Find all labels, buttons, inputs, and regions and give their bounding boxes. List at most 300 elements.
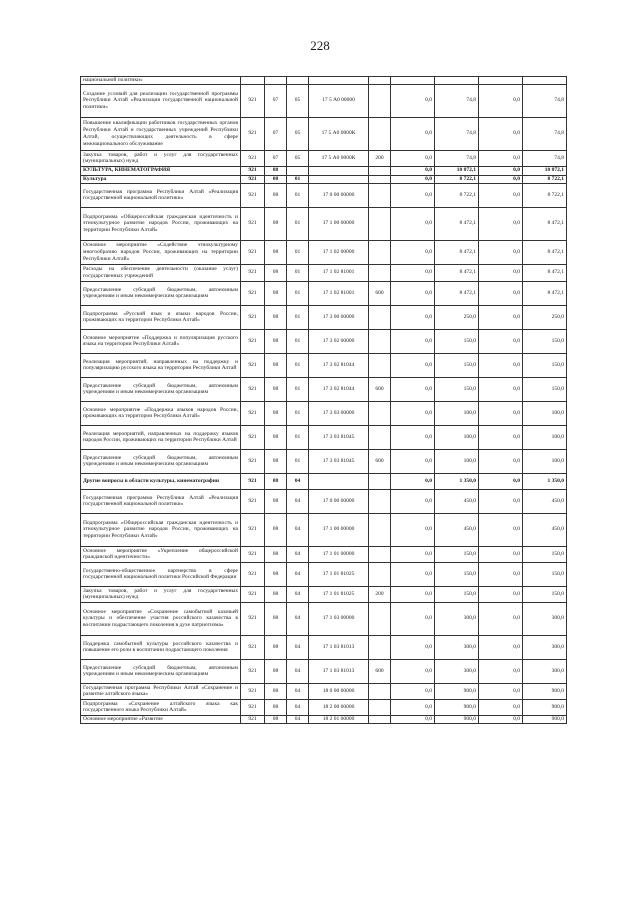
row-name-cell: Подпрограмма «Общероссийская гражданская идентичность и этнокультурное развитие народов России, проживающих на территории Республики Алтай» [81,513,241,546]
sum-cell-3: 0,0 [479,473,523,489]
target-article-cell: 17 1 00 00000 [309,513,369,546]
row-name-cell: Культура [81,175,241,183]
glava-cell: 921 [241,207,265,240]
target-article-cell: 17 3 03 81045 [309,425,369,449]
sum-cell-1: 0,0 [391,473,435,489]
glava-cell: 921 [241,425,265,449]
sum-cell-3: 0,0 [479,117,523,150]
expense-type-cell [369,602,391,635]
row-name-cell: Создание условий для реализации государственной программы Республики Алтай «Реализация государственной национальной политики» [81,84,241,117]
subsection-cell: 04 [287,562,309,586]
expense-type-cell [369,264,391,281]
table-row [81,329,567,353]
table-row [81,683,567,699]
row-name-cell: Государственная программа Республики Алтай «Сохранение и развитие алтайского языка» [81,683,241,699]
sum-cell-1: 0,0 [391,513,435,546]
expense-type-cell: 600 [369,659,391,683]
expense-type-cell [369,117,391,150]
sum-cell-1 [391,77,435,85]
glava-cell: 921 [241,602,265,635]
expense-type-cell [369,546,391,562]
glava-cell: 921 [241,264,265,281]
subsection-cell: 01 [287,264,309,281]
expense-type-cell: 600 [369,449,391,473]
sum-cell-4: 74,8 [523,84,567,117]
glava-cell: 921 [241,84,265,117]
sum-cell-2: 150,0 [435,562,479,586]
glava-cell: 921 [241,150,265,166]
sum-cell-2: 450,0 [435,513,479,546]
sum-cell-3: 0,0 [479,683,523,699]
target-article-cell [309,473,369,489]
subsection-cell: 04 [287,489,309,513]
glava-cell: 921 [241,240,265,264]
table-row [81,659,567,683]
expense-type-cell [369,473,391,489]
section-cell: 08 [265,489,287,513]
section-cell: 08 [265,377,287,401]
glava-cell: 921 [241,562,265,586]
table-row [81,715,567,723]
sum-cell-3: 0,0 [479,546,523,562]
sum-cell-1: 0,0 [391,586,435,602]
sum-cell-3: 0,0 [479,659,523,683]
sum-cell-4: 100,0 [523,449,567,473]
sum-cell-4: 10 072,1 [523,166,567,175]
sum-cell-3: 0,0 [479,175,523,183]
sum-cell-1: 0,0 [391,489,435,513]
subsection-cell: 04 [287,683,309,699]
table-row [81,207,567,240]
glava-cell: 921 [241,117,265,150]
sum-cell-1: 0,0 [391,699,435,715]
expense-type-cell: 200 [369,586,391,602]
row-name-cell: Предоставление субсидий бюджетным, автономным учреждениям и иным некоммерческим организациям [81,449,241,473]
expense-type-cell [369,562,391,586]
subsection-cell: 01 [287,425,309,449]
target-article-cell: 17 1 02 81001 [309,281,369,305]
target-article-cell: 17 1 01 81025 [309,562,369,586]
expense-type-cell [369,166,391,175]
sum-cell-1: 0,0 [391,281,435,305]
sum-cell-1: 0,0 [391,425,435,449]
sum-cell-4: 900,0 [523,699,567,715]
glava-cell: 921 [241,513,265,546]
sum-cell-3: 0,0 [479,449,523,473]
sum-cell-4: 150,0 [523,329,567,353]
sum-cell-3: 0,0 [479,562,523,586]
subsection-cell: 05 [287,150,309,166]
subsection-cell: 04 [287,659,309,683]
expense-type-cell [369,175,391,183]
sum-cell-1: 0,0 [391,84,435,117]
row-name-cell: КУЛЬТУРА, КИНЕМАТОГРАФИЯ [81,166,241,175]
row-name-cell: Основное мероприятие «Сохранение самобытной казачьей культуры и обеспечение участия российского казачества в воспитании подрастающего поколения в духе патриотизма» [81,602,241,635]
section-cell: 07 [265,117,287,150]
target-article-cell: 17 1 01 81025 [309,586,369,602]
row-name-cell: Государственная программа Республики Алтай «Реализация государственной национальной политики» [81,489,241,513]
subsection-cell: 01 [287,281,309,305]
row-name-cell: Подпрограмма «Общероссийская гражданская идентичность и этнокультурное развитие народов России, проживающих на территории Республики Алтай» [81,207,241,240]
sum-cell-4: 450,0 [523,489,567,513]
section-cell: 08 [265,546,287,562]
glava-cell: 921 [241,401,265,425]
sum-cell-2: 300,0 [435,635,479,659]
sum-cell-2: 900,0 [435,699,479,715]
target-article-cell: 17 3 00 00000 [309,305,369,329]
sum-cell-4: 150,0 [523,586,567,602]
table-row [81,117,567,150]
section-cell: 08 [265,699,287,715]
subsection-cell [287,166,309,175]
sum-cell-3: 0,0 [479,425,523,449]
table-row [81,77,567,85]
sum-cell-4: 74,8 [523,150,567,166]
target-article-cell: 17 1 02 00000 [309,240,369,264]
target-article-cell: 17 1 02 81001 [309,264,369,281]
expense-type-cell [369,513,391,546]
table-row [81,264,567,281]
sum-cell-4: 8 472,1 [523,281,567,305]
sum-cell-3: 0,0 [479,635,523,659]
target-article-cell: 17 3 02 81044 [309,353,369,377]
row-name-cell: Основное мероприятие «Развитие [81,715,241,723]
sum-cell-4: 300,0 [523,659,567,683]
expense-type-cell [369,353,391,377]
target-article-cell: 17 5 А0 0000К [309,117,369,150]
expense-type-cell [369,329,391,353]
target-article-cell [309,166,369,175]
table-row [81,166,567,175]
expense-type-cell [369,84,391,117]
sum-cell-3: 0,0 [479,183,523,207]
glava-cell: 921 [241,699,265,715]
table-row [81,401,567,425]
sum-cell-2: 150,0 [435,377,479,401]
sum-cell-4: 74,8 [523,117,567,150]
table-row [81,699,567,715]
target-article-cell: 17 0 00 00000 [309,183,369,207]
sum-cell-4: 8 472,1 [523,264,567,281]
target-article-cell: 17 1 01 00000 [309,546,369,562]
glava-cell: 921 [241,166,265,175]
expense-type-cell [369,77,391,85]
sum-cell-4: 100,0 [523,401,567,425]
row-name-cell: Реализация мероприятий, направленных на поддержку языков народов России, проживающих на территории Республики Алтай [81,425,241,449]
glava-cell: 921 [241,183,265,207]
table-row [81,473,567,489]
sum-cell-1: 0,0 [391,659,435,683]
sum-cell-3: 0,0 [479,84,523,117]
sum-cell-4: 300,0 [523,635,567,659]
glava-cell: 921 [241,329,265,353]
subsection-cell: 01 [287,175,309,183]
subsection-cell [287,77,309,85]
row-name-cell: Реализация мероприятий, направленных на поддержку и популяризацию русского языка на территории Республики Алтай [81,353,241,377]
glava-cell: 921 [241,377,265,401]
section-cell: 08 [265,513,287,546]
sum-cell-2: 74,8 [435,84,479,117]
table-row [81,353,567,377]
section-cell: 08 [265,281,287,305]
sum-cell-1: 0,0 [391,377,435,401]
sum-cell-1: 0,0 [391,683,435,699]
sum-cell-1: 0,0 [391,175,435,183]
target-article-cell: 18 0 00 00000 [309,683,369,699]
section-cell: 08 [265,166,287,175]
subsection-cell: 04 [287,513,309,546]
sum-cell-2: 8 722,1 [435,183,479,207]
sum-cell-1: 0,0 [391,329,435,353]
row-name-cell: Предоставление субсидий бюджетным, автономным учреждениям и иным некоммерческим организациям [81,377,241,401]
target-article-cell: 18 2 00 00000 [309,699,369,715]
sum-cell-3: 0,0 [479,586,523,602]
sum-cell-2: 150,0 [435,353,479,377]
section-cell: 08 [265,425,287,449]
sum-cell-2 [435,77,479,85]
sum-cell-3: 0,0 [479,377,523,401]
glava-cell: 921 [241,175,265,183]
sum-cell-3: 0,0 [479,207,523,240]
sum-cell-2: 8 472,1 [435,207,479,240]
sum-cell-2: 900,0 [435,715,479,723]
subsection-cell: 04 [287,586,309,602]
row-name-cell: Закупка товаров, работ и услуг для государственных (муниципальных) нужд [81,586,241,602]
sum-cell-3: 0,0 [479,281,523,305]
sum-cell-2: 300,0 [435,602,479,635]
sum-cell-1: 0,0 [391,264,435,281]
expense-type-cell [369,635,391,659]
row-name-cell: Закупка товаров, работ и услуг для государственных (муниципальных) нужд [81,150,241,166]
sum-cell-4: 8 472,1 [523,240,567,264]
sum-cell-3: 0,0 [479,240,523,264]
section-cell: 08 [265,715,287,723]
expense-type-cell [369,207,391,240]
row-name-cell: Государственная программа Республики Алтай «Реализация государственной национальной политики» [81,183,241,207]
row-name-cell: Предоставление субсидий бюджетным, автономным учреждениям и иным некоммерческим организациям [81,281,241,305]
expense-type-cell [369,305,391,329]
sum-cell-3: 0,0 [479,329,523,353]
expense-type-cell [369,183,391,207]
sum-cell-4 [523,77,567,85]
section-cell: 08 [265,240,287,264]
sum-cell-2: 100,0 [435,425,479,449]
table-row [81,175,567,183]
sum-cell-2: 10 072,1 [435,166,479,175]
subsection-cell: 05 [287,84,309,117]
sum-cell-1: 0,0 [391,166,435,175]
expense-type-cell [369,240,391,264]
sum-cell-2: 1 350,0 [435,473,479,489]
expense-type-cell: 600 [369,281,391,305]
sum-cell-3: 0,0 [479,699,523,715]
glava-cell: 921 [241,449,265,473]
sum-cell-1: 0,0 [391,715,435,723]
sum-cell-2: 100,0 [435,449,479,473]
sum-cell-3: 0,0 [479,602,523,635]
glava-cell: 921 [241,715,265,723]
expense-type-cell [369,699,391,715]
section-cell: 08 [265,586,287,602]
subsection-cell: 04 [287,715,309,723]
sum-cell-1: 0,0 [391,240,435,264]
sum-cell-1: 0,0 [391,562,435,586]
row-name-cell: Расходы на обеспечение деятельности (оказание услуг) государственных учреждений [81,264,241,281]
target-article-cell: 17 5 А0 00000 [309,84,369,117]
section-cell: 08 [265,175,287,183]
target-article-cell: 17 3 03 81045 [309,449,369,473]
sum-cell-4: 450,0 [523,513,567,546]
sum-cell-1: 0,0 [391,449,435,473]
glava-cell: 921 [241,683,265,699]
sum-cell-2: 8 722,1 [435,175,479,183]
row-name-cell: Предоставление субсидий бюджетным, автономным учреждениям и иным некоммерческим организациям [81,659,241,683]
sum-cell-2: 74,8 [435,150,479,166]
row-name-cell: Другие вопросы в области культуры, кинематографии [81,473,241,489]
row-name-cell: Подпрограмма «Русский язык и языки народов России, проживающих на территории Республики Алтай» [81,305,241,329]
sum-cell-3: 0,0 [479,715,523,723]
glava-cell: 921 [241,489,265,513]
sum-cell-2: 150,0 [435,546,479,562]
sum-cell-4: 8 722,1 [523,175,567,183]
subsection-cell: 01 [287,183,309,207]
glava-cell: 921 [241,281,265,305]
table-row [81,635,567,659]
target-article-cell: 17 1 03 00000 [309,602,369,635]
subsection-cell: 04 [287,473,309,489]
sum-cell-1: 0,0 [391,150,435,166]
sum-cell-3: 0,0 [479,513,523,546]
target-article-cell: 17 0 00 00000 [309,489,369,513]
sum-cell-2: 250,0 [435,305,479,329]
row-name-cell: Подпрограмма «Сохранение алтайского языка как государственного языка Республики Алтай» [81,699,241,715]
sum-cell-3: 0,0 [479,489,523,513]
subsection-cell: 01 [287,353,309,377]
sum-cell-3: 0,0 [479,305,523,329]
sum-cell-3: 0,0 [479,264,523,281]
sum-cell-4: 150,0 [523,562,567,586]
expense-type-cell [369,489,391,513]
table-row [81,377,567,401]
table-row [81,602,567,635]
target-article-cell: 17 5 А0 0000К [309,150,369,166]
sum-cell-1: 0,0 [391,602,435,635]
table-row [81,305,567,329]
sum-cell-2: 8 472,1 [435,264,479,281]
section-cell: 08 [265,264,287,281]
section-cell: 08 [265,353,287,377]
table-row [81,562,567,586]
row-name-cell: Основное мероприятие «Содействие этнокультурному многообразию народов России, проживающих на территории Республики Алтай» [81,240,241,264]
table-row [81,586,567,602]
glava-cell: 921 [241,546,265,562]
sum-cell-4: 150,0 [523,377,567,401]
sum-cell-1: 0,0 [391,117,435,150]
glava-cell: 921 [241,635,265,659]
subsection-cell: 05 [287,117,309,150]
subsection-cell: 01 [287,207,309,240]
sum-cell-4: 8 722,1 [523,183,567,207]
sum-cell-2: 8 472,1 [435,240,479,264]
subsection-cell: 01 [287,401,309,425]
table-body [81,77,567,724]
sum-cell-4: 1 350,0 [523,473,567,489]
page-number: 228 [310,38,330,53]
row-name-cell: Повышение квалификации работников государственных органов Республики Алтай и государственных учреждений Республики Алтай, осуществляющих деятельность в сфере межнационального обслуживание [81,117,241,150]
sum-cell-3 [479,77,523,85]
subsection-cell: 04 [287,602,309,635]
table-row [81,183,567,207]
expense-type-cell: 200 [369,150,391,166]
row-name-cell: Основное мероприятие «Поддержка языков народов России, проживающих на территории Республики Алтай» [81,401,241,425]
table-row [81,84,567,117]
sum-cell-1: 0,0 [391,207,435,240]
sum-cell-2: 900,0 [435,683,479,699]
glava-cell: 921 [241,353,265,377]
section-cell: 08 [265,449,287,473]
table-row [81,240,567,264]
subsection-cell: 04 [287,546,309,562]
target-article-cell [309,175,369,183]
glava-cell: 921 [241,305,265,329]
subsection-cell: 01 [287,305,309,329]
glava-cell: 921 [241,659,265,683]
sum-cell-2: 150,0 [435,329,479,353]
subsection-cell: 04 [287,635,309,659]
table-row [81,281,567,305]
target-article-cell: 17 1 03 81013 [309,659,369,683]
sum-cell-1: 0,0 [391,305,435,329]
subsection-cell: 01 [287,329,309,353]
section-cell [265,77,287,85]
table-row [81,425,567,449]
subsection-cell: 04 [287,699,309,715]
expense-type-cell [369,425,391,449]
sum-cell-2: 300,0 [435,659,479,683]
row-name-cell: Поддержка самобытной культуры российского казачества и повышение его роли в воспитании подрастающего поколения [81,635,241,659]
sum-cell-3: 0,0 [479,150,523,166]
sum-cell-2: 450,0 [435,489,479,513]
sum-cell-3: 0,0 [479,166,523,175]
table-row [81,150,567,166]
target-article-cell: 17 3 02 81044 [309,377,369,401]
section-cell: 08 [265,473,287,489]
section-cell: 08 [265,329,287,353]
expense-type-cell [369,715,391,723]
section-cell: 07 [265,84,287,117]
glava-cell: 921 [241,586,265,602]
section-cell: 08 [265,305,287,329]
expense-type-cell: 600 [369,377,391,401]
glava-cell: 921 [241,473,265,489]
sum-cell-1: 0,0 [391,401,435,425]
row-name-cell: Основное мероприятие «Поддержка и популяризация русского языка на территории Республики Алтай» [81,329,241,353]
table-row [81,489,567,513]
sum-cell-4: 8 472,1 [523,207,567,240]
table-row [81,449,567,473]
table-row [81,546,567,562]
expense-type-cell [369,683,391,699]
sum-cell-4: 100,0 [523,425,567,449]
sum-cell-3: 0,0 [479,401,523,425]
sum-cell-3: 0,0 [479,353,523,377]
section-cell: 08 [265,183,287,207]
sum-cell-2: 150,0 [435,586,479,602]
sum-cell-2: 74,8 [435,117,479,150]
row-name-cell: национальной политики» [81,77,241,85]
table-row [81,513,567,546]
sum-cell-2: 100,0 [435,401,479,425]
